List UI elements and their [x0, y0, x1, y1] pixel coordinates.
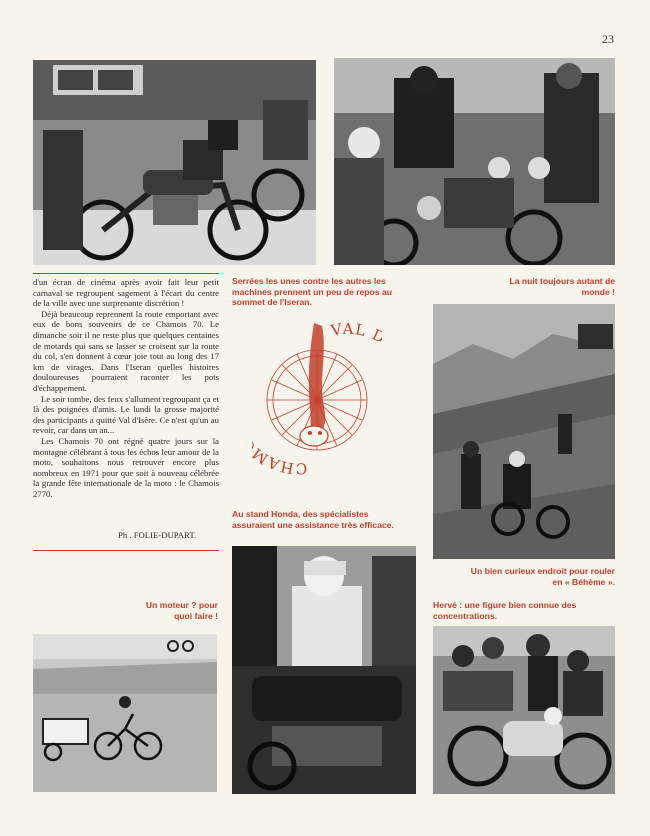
- logo-text-right: VAL: [329, 319, 368, 341]
- chamois-logo: [252, 318, 382, 478]
- article-paragraph: Déjà beaucoup reprennent la route emportant avec eux de bons souvenirs de ce Chamois 70. Le dimanche soir il ne reste plus que quelques centaines de motards qui sans se lasser se croisent sur la route du col, s'en donnent à cœur joie tout au long des 17 km de virages. Dans l'Iseran quelles histoires douloureuses pourraient raconter les pots d'échappement.: [33, 308, 219, 393]
- caption-serrees: Serrées les unes contre les autres les machines prennent un peu de repos au sommet de l'Iseran.: [232, 276, 392, 307]
- article-body: [33, 277, 219, 499]
- caption-curieux: Un bien curieux endroit pour rouler en « Béhème ».: [470, 566, 615, 587]
- caption-herve: Hervé : une figure bien connue des concentrations.: [433, 600, 577, 621]
- photo-motorcycles-crowd: [334, 58, 615, 265]
- article-top-rule: [33, 273, 219, 274]
- photo-honda-stand: [232, 546, 416, 794]
- logo-text-left: CHA: [264, 452, 308, 478]
- photo-motorcycles-parked: [33, 60, 316, 265]
- photo-herve-group: [433, 626, 615, 794]
- photo-mountain-riders: [433, 304, 615, 559]
- caption-stand: Au stand Honda, des spécialistes assuraient une assistance très efficace.: [232, 509, 394, 530]
- photo-bicycle-trailer: [33, 634, 217, 792]
- article-bottom-rule: [33, 550, 219, 551]
- article-paragraph: Les Chamois 70 ont régné quatre jours sur la montagne célébrant à tous les échos leur amour de la moto, souhaitons nous retrouver encore plus nombreux en 1971 pour que soit à nouveau célébrée la grande fête internationale de la moto : le Chamois 2770.: [33, 435, 219, 499]
- caption-nuit: La nuit toujours autant de monde !: [509, 276, 615, 297]
- article-paragraph: Le soir tombe, des feux s'allument regroupant ça et là des poignées d'amis. Le lundi la grosse majorité des participants a quitté Val d'Isère. Ce n'est qu'un au revoir, car dans un an...: [33, 393, 219, 436]
- page-number: 23: [602, 32, 614, 46]
- caption-moteur: Un moteur ? pour quoi faire !: [145, 600, 218, 621]
- article-signature: Ph . FOLIE-DUPART.: [118, 530, 197, 540]
- article-paragraph: d'un écran de cinéma après avoir fait leur petit carnaval se regroupent sagement à l'écart du centre de la ville avec une surprenante discrétion !: [33, 277, 219, 309]
